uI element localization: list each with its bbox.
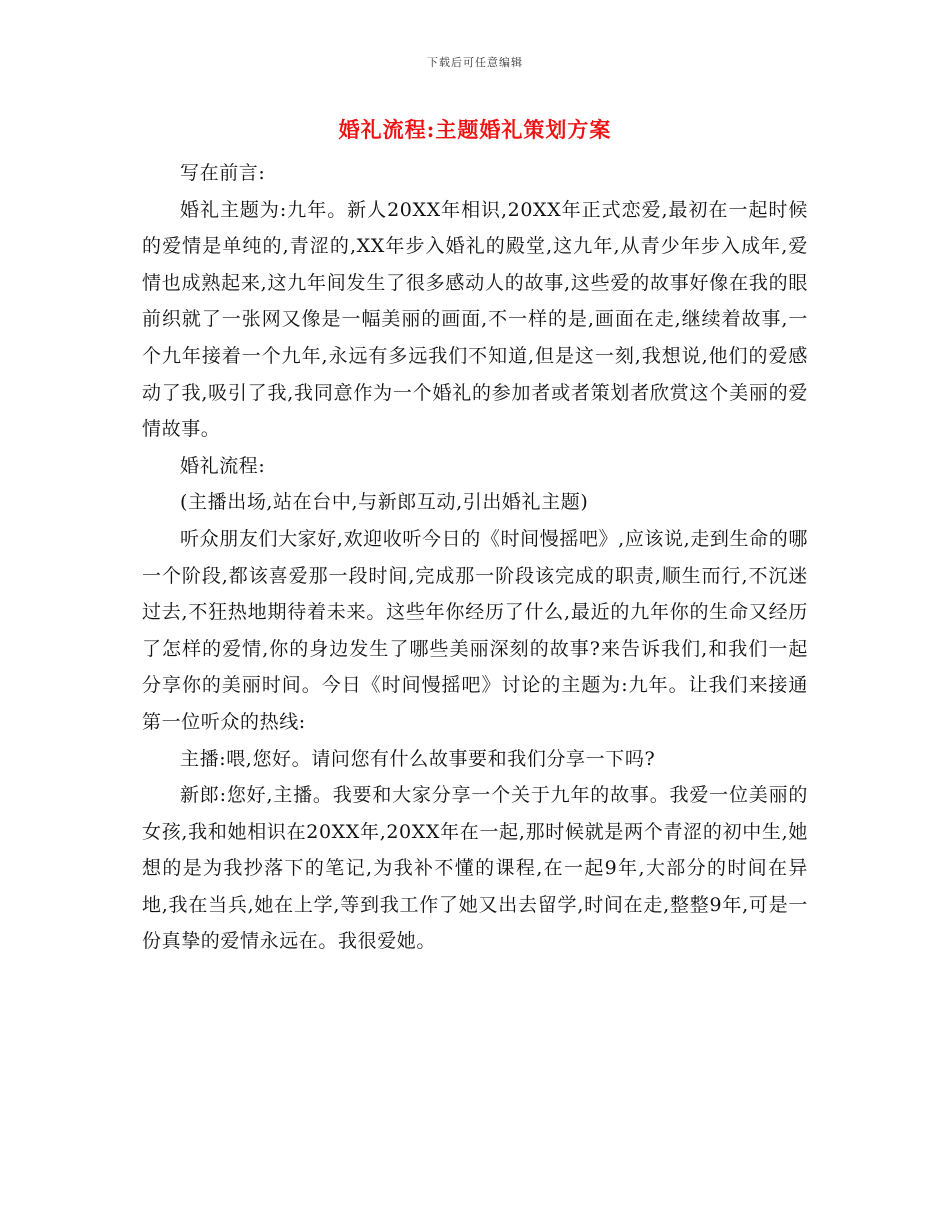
- header-note: 下载后可任意编辑: [427, 56, 523, 69]
- paragraph-flow-heading: 婚礼流程:: [180, 454, 266, 477]
- document-body: [142, 155, 808, 960]
- paragraph-stage-direction: (主播出场,站在台中,与新郎互动,引出婚礼主题): [180, 491, 589, 514]
- paragraph-theme: 婚礼主题为:九年。新人20XX年相识,20XX年正式恋爱,最初在一起时候的爱情是单纯的,青涩的,XX年步入婚礼的殿堂,这九年,从青少年步入成年,爱情也成熟起来,这九年间发生了很多感动人的故事,这些爱的故事好像在我的眼前织就了一张网又像是一幅美丽的画面,不一样的是,画面在走,继续着故事,一个九年接着一个九年,永远有多远我们不知道,但是这一刻,我想说,他们的爱感动了我,吸引了我,我同意作为一个婚礼的参加者或者策划者欣赏这个美丽的爱情故事。: [142, 198, 808, 441]
- page-title: 婚礼流程:主题婚礼策划方案: [338, 117, 612, 142]
- paragraph-host-line: 主播:喂,您好。请问您有什么故事要和我们分享一下吗?: [180, 747, 656, 770]
- paragraph-preface-heading: 写在前言:: [180, 162, 266, 184]
- paragraph-host-intro: 听众朋友们大家好,欢迎收听今日的《时间慢摇吧》,应该说,走到生命的哪一个阶段,都该喜爱那一段时间,完成那一阶段该完成的职责,顺生而行,不沉迷过去,不狂热地期待着未来。这些年你经历了什么,最近的九年你的生命又经历了怎样的爱情,你的身边发生了哪些美丽深刻的故事?来告诉我们,和我们一起分享你的美丽时间。今日《时间慢摇吧》讨论的主题为:九年。让我们来接通第一位听众的热线:: [142, 527, 808, 733]
- paragraph-groom-line: 新郎:您好,主播。我要和大家分享一个关于九年的故事。我爱一位美丽的女孩,我和她相识在20XX年,20XX年在一起,那时候就是两个青涩的初中生,她想的是为我抄落下的笔记,为我补不懂的课程,在一起9年,大部分的时间在异地,我在当兵,她在上学,等到我工作了她又出去留学,时间在走,整整9年,可是一份真挚的爱情永远在。我很爱她。: [142, 784, 808, 953]
